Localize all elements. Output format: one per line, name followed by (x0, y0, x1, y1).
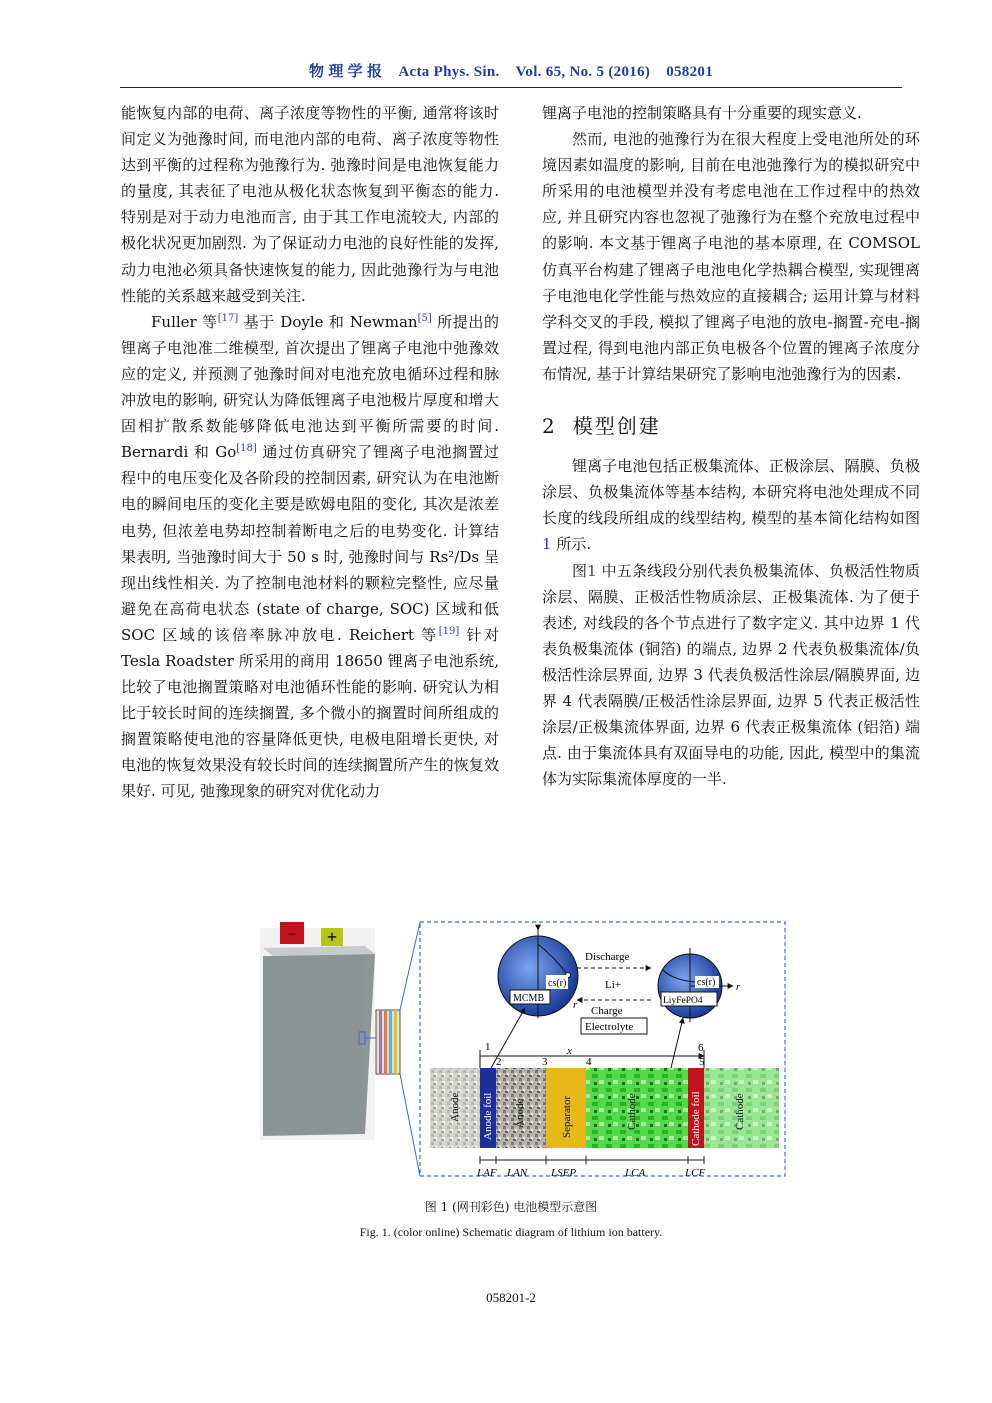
text-run: 基于 Doyle 和 Newman (238, 312, 418, 331)
citation-link[interactable]: [5] (417, 312, 432, 324)
volume-info: Vol. 65, No. 5 (2016) (515, 64, 651, 80)
paragraph (121, 309, 499, 805)
text-run: 所提出的锂离子电池准二维模型, 首次提出了锂离子电池中弛豫效应的定义, 并预测了弛豫时间对电池充放电循环过程和脉冲放电的影响, 研究认为降低锂离子电池极片厚度和增大固相扩散系数能够降低电池达到平衡所需要的时间. Bernardi 和 Go (121, 312, 499, 462)
left-column (121, 100, 499, 805)
layer-label: Cathode (626, 1093, 638, 1130)
text-run: 锂离子电池包括正极集流体、正极涂层、隔膜、负极涂层、负极集流体等基本结构, 本研究将电池处理成不同长度的线段所组成的线型结构, 模型的基本简化结构如图 (542, 457, 920, 528)
length-label: LAN (507, 1167, 528, 1179)
layer-label: Anode (514, 1098, 526, 1128)
journal-name-cn: 物 理 学 报 (308, 64, 383, 80)
reaction-arrows (577, 951, 651, 1034)
node-label: 4 (586, 1056, 592, 1068)
text-run: 针对 Tesla Roadster 所采用的商用 18650 锂离子电池系统, 比较了电池搁置策略对电池循环性能的影响. 研究认为相比于较长时间的连续搁置, 多个微小的搁置时间所组成的搁置策略使电池的容量降低更快, 电极电阻增长更快, 对电池的恢复效果没有较长时间的连续搁置所产生的恢复效果好. 可见, 弛豫现象的研究对优化动力 (121, 625, 499, 801)
paragraph (542, 453, 920, 557)
length-label: LCF (685, 1167, 706, 1179)
x-axis-label: x (567, 1045, 572, 1057)
paragraph (542, 558, 920, 793)
electrode-layers (430, 1068, 779, 1148)
paragraph: 锂离子电池的控制策略具有十分重要的现实意义. (542, 104, 862, 122)
layer-label: Anode (449, 1092, 461, 1122)
node-label: 3 (542, 1056, 548, 1068)
layer-label: Anode foil (482, 1092, 494, 1140)
battery-cell (260, 922, 376, 1140)
length-label: LAF (477, 1167, 497, 1179)
boundary-nodes (480, 1041, 705, 1068)
cs-label: cs(r) (697, 977, 716, 988)
charge-label: Charge (591, 1005, 623, 1017)
figure-caption-cn: 图 1 (网刊彩色) 电池模型示意图 (424, 1200, 598, 1214)
paragraph: 能恢复内部的电荷、离子浓度等物性的平衡, 通常将该时间定义为弛豫时间, 而电池内部的电荷、离子浓度等物性达到平衡的过程称为弛豫行为. 弛豫时间是电池恢复能力的量度, 其表征了电池从极化状态恢复到平衡态的能力. 特别是对于动力电池而言, 由于其工作电流较大, 内部的极化状况更加剧烈. 为了保证动力电池的良好性能的发挥, 动力电池必须具备快速恢复的能力, 因此弛豫行为与电池性能的关系越来越受到关注. (121, 104, 499, 305)
anode-particle (491, 930, 578, 1068)
citation-link[interactable]: [19] (438, 625, 460, 637)
layer-label: Separator (561, 1095, 573, 1138)
text-run: 所示. (551, 535, 592, 554)
layered-strip-icon (376, 922, 420, 1176)
minus-sign: − (287, 927, 297, 943)
li-ion-label: Li+ (605, 979, 621, 991)
electrolyte-label: Electrolyte (585, 1021, 634, 1033)
layer-label: Cathode foil (690, 1091, 702, 1146)
text-run: 图 (572, 561, 588, 580)
text-run: 通过仿真研究了锂离子电池搁置过程中的电压变化及各阶段的控制因素, 研究认为在电池断电的瞬间电压的变化主要是欧姆电阻的变化, 其次是浓差电势, 但浓差电势却控制着断电之后的电势变化. 计算结果表明, 当弛豫时间大于 50 s 时, 弛豫时间与 Rs²/Ds 呈现出线性相关. 为了控制电池材料的颗粒完整性, 应尽量避免在高荷电状态 (state of charge, SOC) 区域和低 SOC 区域的该倍率脉冲放电. Reichert 等 (121, 443, 499, 644)
running-header (120, 60, 902, 81)
text-run: Fuller 等 (151, 312, 218, 331)
node-label: 6 (698, 1042, 704, 1054)
length-label: LSEP (551, 1167, 577, 1179)
journal-name-en: Acta Phys. Sin. (398, 64, 500, 80)
battery-model-figure (255, 918, 790, 1180)
cs-label: cs(r) (548, 978, 567, 989)
discharge-label: Discharge (585, 951, 630, 963)
plus-sign: + (326, 927, 338, 947)
lifepo4-label: LiyFePO4 (663, 996, 703, 1006)
paragraph: 然而, 电池的弛豫行为在很大程度上受电池所处的环境因素如温度的影响, 目前在电池弛豫行为的模拟研究中所采用的电池模型并没有考虑电池在工作过程中的热效应, 并且研究内容也忽视了弛豫行为在整个充放电过程中的影响. 本文基于锂离子电池的基本原理, 在 COMSOL 仿真平台构建了锂离子电池电化学热耦合模型, 实现锂离子电池电化学性能与热效应的直接耦合; 运用计算与材料学科交叉的手段, 模拟了锂离子电池的放电-搁置-充电-搁置过程, 得到电池内部正负电极各个位置的锂离子浓度分布情况, 基于计算结果研究了影响电池弛豫行为的因素. (542, 130, 920, 383)
node-label: 2 (496, 1056, 502, 1068)
figure-link[interactable]: 1 (542, 535, 552, 554)
section-heading (542, 413, 920, 439)
length-label: LCA (625, 1167, 646, 1179)
section-title: 模型创建 (572, 414, 661, 439)
mcmb-label: MCMB (513, 993, 545, 1004)
article-id: 058201 (666, 64, 714, 80)
citation-link[interactable]: [17] (217, 312, 239, 324)
node-label: 5 (699, 1056, 705, 1068)
radius-label: r (573, 999, 578, 1011)
figure-caption-en: Fig. 1. (color online) Schematic diagram of lithium ion battery. (359, 1225, 663, 1239)
text-run: 中五条线段分别代表负极集流体、负极活性物质涂层、隔膜、正极活性物质涂层、正极集流体. 为了便于表述, 对线段的各个节点进行了数字定义. 其中边界 1 代表负极集流体 (铜箔) 的端点, 边界 2 代表负极集流体/负极活性涂层界面, 边界 3 代表负极活性涂层/隔膜界面, 边界 4 代表隔膜/正极活性涂层界面, 边界 5 代表正极活性涂层/正极集流体界面, 边界 6 代表正极集流体 (铝箔) 端点. 由于集流体具有双面导电的功能, 因此, 模型中的集流体为实际集流体厚度的一半. (542, 561, 920, 789)
right-column (542, 100, 920, 792)
page-number: 058201-2 (486, 1290, 536, 1305)
section-number: 2 (542, 414, 557, 439)
header-rule (120, 87, 902, 88)
figure-link[interactable]: 1 (587, 561, 597, 580)
layer-label: Cathode (734, 1093, 746, 1130)
citation-link[interactable]: [18] (236, 443, 257, 455)
radius-label: r (736, 982, 740, 993)
node-label: 1 (485, 1041, 491, 1053)
